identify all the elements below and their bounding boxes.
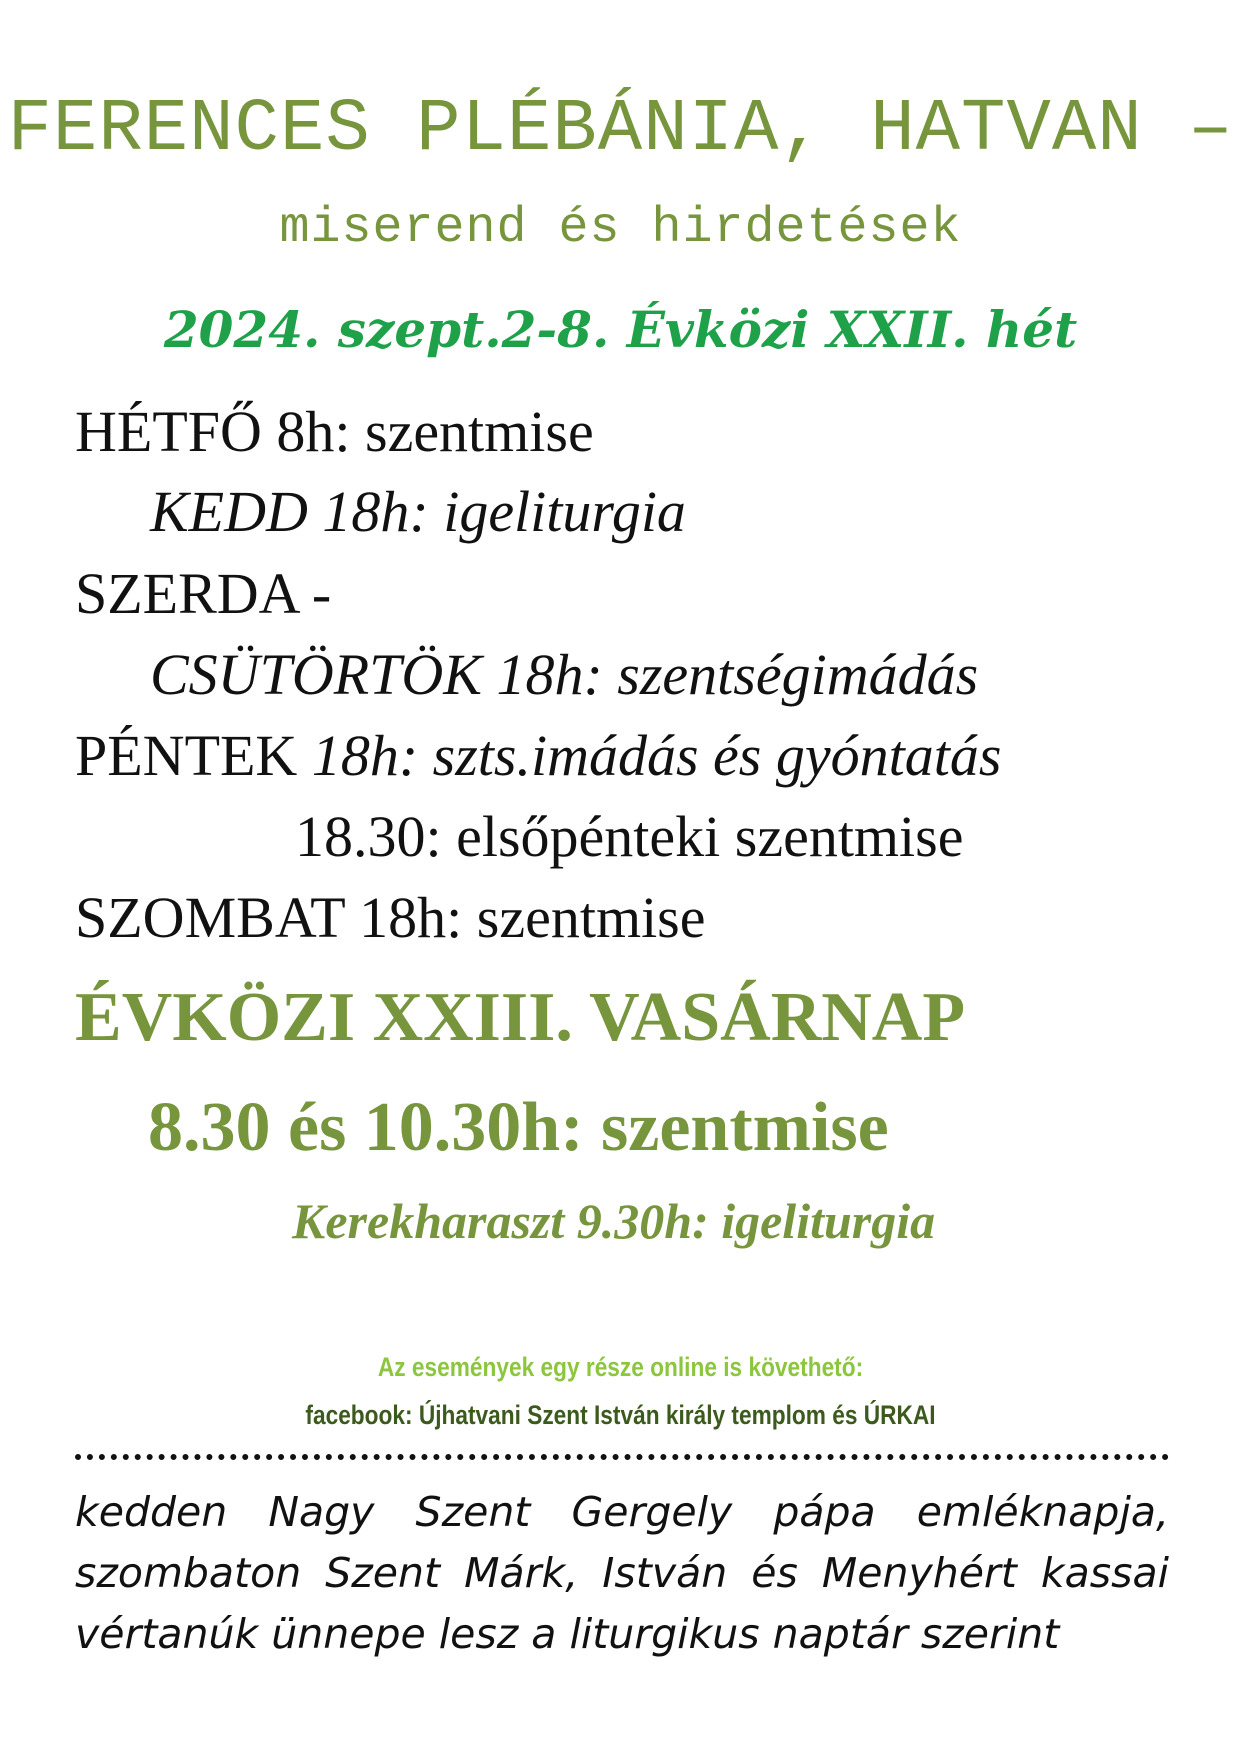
page-subtitle: miserend és hirdetések [279, 200, 962, 257]
liturgical-notice: kedden Nagy Szent Gergely pápa emléknapja, szombaton Szent Márk, István és Menyhért kassai vértanúk ünnepe lesz a liturgikus naptár szerint [75, 1488, 1169, 1658]
facebook-link: facebook: Újhatvani Szent István király templom és ÚRKAI [305, 1400, 936, 1430]
friday-event: 18h: szts.imádás és gyóntatás [311, 723, 1002, 788]
schedule-friday-mass: 18.30: elsőpénteki szentmise [295, 804, 964, 869]
online-notice: Az események egy része online is követhető: [377, 1352, 864, 1382]
schedule-thursday: CSÜTÖRTÖK 18h: szentségimádás [150, 642, 979, 707]
friday-day: PÉNTEK [75, 723, 298, 788]
schedule-monday: HÉTFŐ 8h: szentmise [75, 399, 594, 464]
kerekharaszt-service: Kerekharaszt 9.30h: igeliturgia [292, 1193, 936, 1249]
schedule-tuesday: KEDD 18h: igeliturgia [150, 479, 686, 544]
parish-title: FERENCES PLÉBÁNIA, HATVAN – [7, 88, 1234, 172]
schedule-saturday: SZOMBAT 18h: szentmise [75, 885, 706, 950]
sunday-masses: 8.30 és 10.30h: szentmise [148, 1089, 889, 1166]
sunday-title: ÉVKÖZI XXIII. VASÁRNAP [75, 979, 966, 1056]
schedule-wednesday: SZERDA - [75, 561, 332, 626]
week-heading: 2024. szept.2-8. Évközi XXII. hét [163, 300, 1078, 359]
dotted-divider [75, 1454, 1169, 1460]
schedule-friday [75, 722, 1001, 789]
